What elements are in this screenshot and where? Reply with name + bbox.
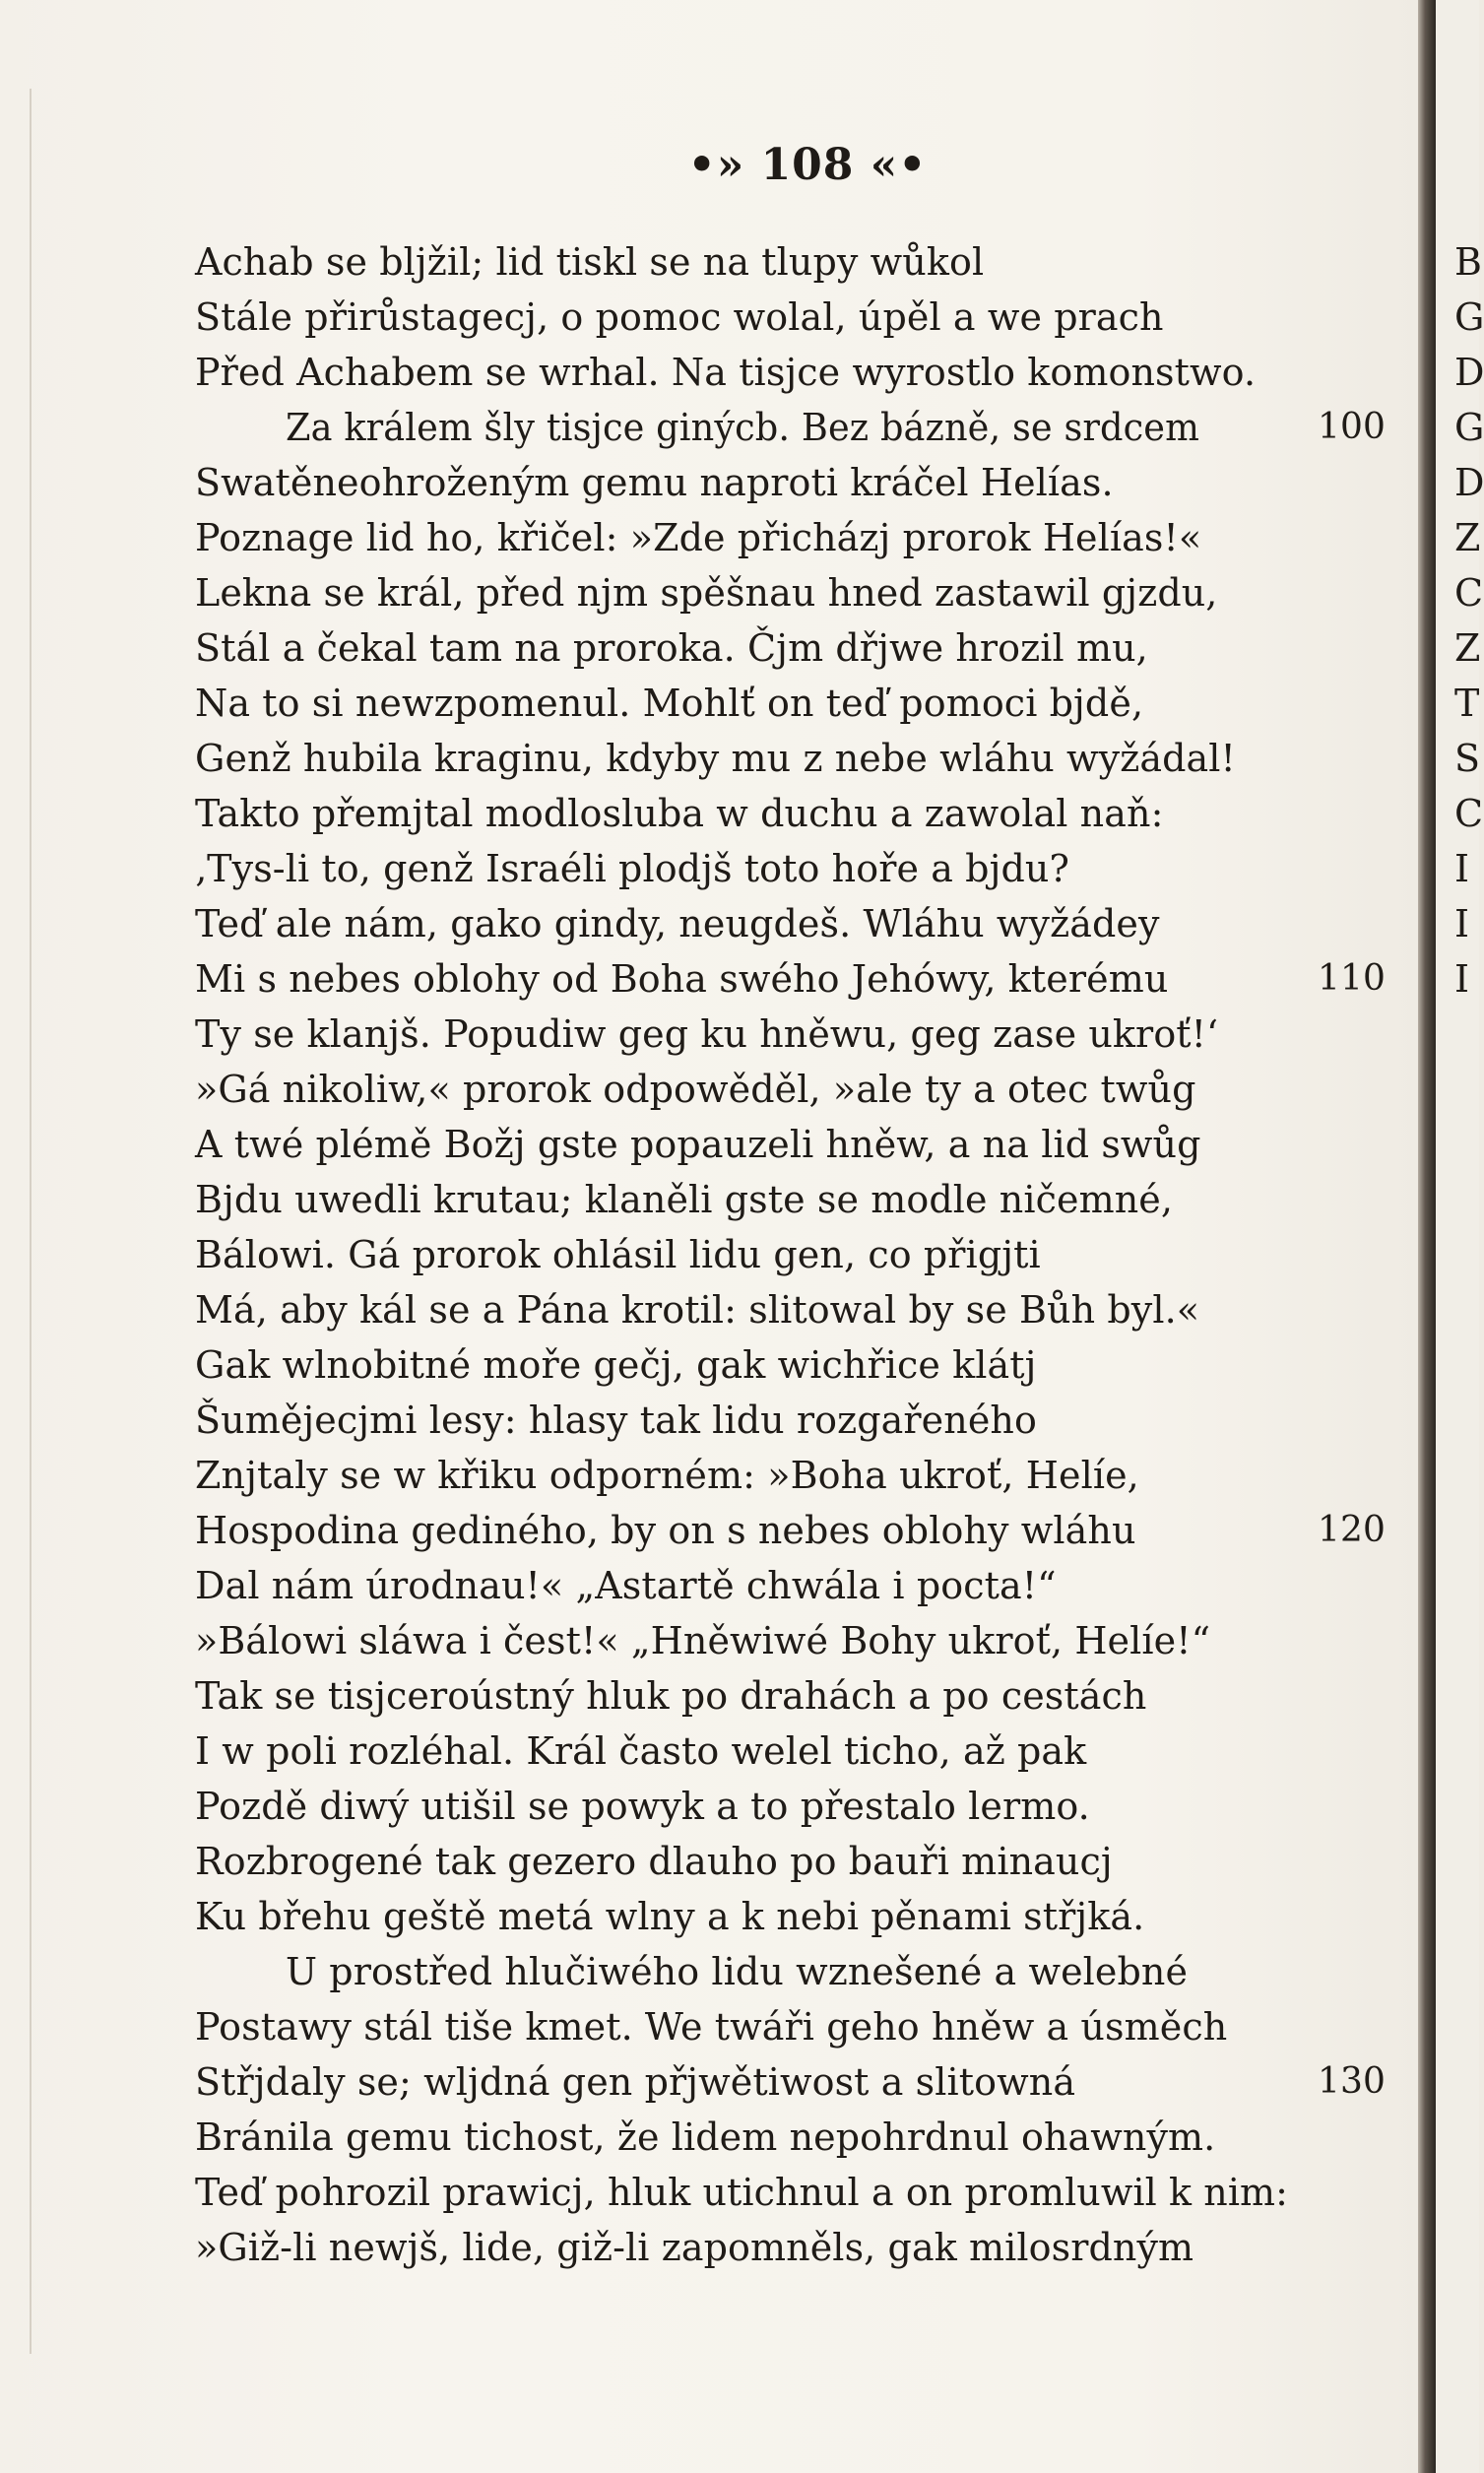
poem-line-text: Genž hubila kraginu, kdyby mu z nebe wláhu wyžádal! [195, 737, 1236, 780]
poem-line-text: Ku břehu geště metá wlny a k nebi pěnami střjká. [195, 1895, 1145, 1938]
poem-line-text: Swatěneohroženým gemu naproti kráčel Helías. [195, 461, 1114, 504]
poem-line [195, 234, 1396, 290]
page-header [650, 140, 965, 191]
poem-line [195, 1393, 1396, 1448]
adjacent-page-letter: I [1454, 847, 1470, 890]
poem-line-text: A twé plémě Božj gste popauzeli hněw, a na lid swůg [195, 1123, 1201, 1166]
poem-line-text: Achab se bljžil; lid tiskl se na tlupy wůkol [195, 240, 985, 284]
adjacent-page-letter [1454, 1062, 1479, 1117]
poem-line-text: Postawy stál tiše kmet. We twáři geho hněw a úsměch [195, 2005, 1228, 2049]
poem-line-text: Dal nám úrodnau!« „Astartě chwála i pocta!“ [195, 1564, 1057, 1607]
poem-line [195, 1337, 1396, 1393]
adjacent-page-letter: I [1454, 902, 1470, 945]
poem-line-text: Střjdaly se; wljdná gen přjwětiwost a slitowná [195, 2060, 1076, 2104]
poem-line [195, 676, 1396, 731]
adjacent-page-letter [1454, 1282, 1479, 1337]
poem-line-text: Bálowi. Gá prorok ohlásil lidu gen, co přigjti [195, 1233, 1041, 1276]
poem-line [195, 1834, 1396, 1889]
poem-line-text: Teď ale nám, gako gindy, neugdeš. Wláhu wyžádey [195, 902, 1160, 945]
poem-line [195, 1117, 1396, 1172]
poem-line [195, 345, 1396, 400]
line-number: 120 [1318, 1510, 1387, 1550]
poem-line-text: Bjdu uwedli krutau; klaněli gste se modle ničemné, [195, 1178, 1174, 1221]
adjacent-page-letter [1454, 1007, 1479, 1062]
poem-line-text: Gak wlnobitné moře gečj, gak wichřice klátj [195, 1343, 1037, 1387]
poem-line [195, 2220, 1396, 2275]
poem-line-text: Stál a čekal tam na proroka. Čjm dřjwe hrozil mu, [195, 626, 1148, 670]
poem-line [195, 2110, 1396, 2165]
poem-line-text: »Bálowi sláwa i čest!« „Hněwiwé Bohy ukroť, Helíe!“ [195, 1619, 1211, 1662]
poem-line [195, 1889, 1396, 1944]
header-decor-right: «• [870, 140, 928, 190]
adjacent-page-letter: I [1454, 957, 1470, 1001]
poem-line [195, 1448, 1396, 1503]
poem-line-text: Teď pohrozil prawicj, hluk utichnul a on promluwil k nim: [195, 2171, 1288, 2214]
adjacent-page-letter: Z [1454, 516, 1481, 559]
line-number: 110 [1318, 958, 1387, 999]
poem-line [195, 455, 1396, 510]
poem-line [195, 1558, 1396, 1613]
poem-line [195, 1613, 1396, 1668]
poem-line [195, 1062, 1396, 1117]
page-edge-rule [30, 89, 32, 2354]
poem-line-text: Znjtaly se w křiku odporném: »Boha ukroť, Helíe, [195, 1454, 1139, 1497]
adjacent-page-letter: C [1454, 571, 1484, 615]
poem-line [195, 896, 1396, 951]
poem-line [195, 731, 1396, 786]
poem-line-text: Pozdě diwý utišil se powyk a to přestalo lermo. [195, 1785, 1090, 1828]
poem-line-text: »Giž-li newjš, lide, giž-li zapomněls, gak milosrdným [195, 2226, 1194, 2269]
poem-line [195, 1724, 1396, 1779]
line-number: 100 [1318, 407, 1387, 447]
poem-line-text: Hospodina gediného, by on s nebes oblohy wláhu [195, 1509, 1136, 1552]
poem-line-text: Na to si newzpomenul. Mohlť on teď pomoci bjdě, [195, 682, 1144, 725]
adjacent-page-letter [1454, 1227, 1479, 1282]
adjacent-page-letter: C [1454, 792, 1484, 835]
poem-line [195, 2165, 1396, 2220]
adjacent-page-letter: D [1454, 461, 1484, 504]
poem-line [195, 841, 1396, 896]
adjacent-page-letter: S [1454, 737, 1481, 780]
poem-line [195, 510, 1396, 565]
adjacent-page-letter: D [1454, 351, 1484, 394]
poem-line [195, 565, 1396, 620]
poem-line [195, 951, 1396, 1007]
poem-line-text: Před Achabem se wrhal. Na tisjce wyrostlo komonstwo. [195, 351, 1257, 394]
adjacent-page-letter [1454, 1117, 1479, 1172]
header-decor-left: •» [687, 140, 745, 190]
poem-line [195, 1779, 1396, 1834]
poem-line [195, 1999, 1396, 2054]
poem-line-text: Poznage lid ho, křičel: »Zde přicházj prorok Helías!« [195, 516, 1202, 559]
poem-line-text: I w poli rozléhal. Král často welel ticho, až pak [195, 1729, 1087, 1773]
adjacent-page-letters [1454, 234, 1484, 1337]
adjacent-page-letter [1454, 1172, 1479, 1227]
poem-line [195, 1944, 1396, 1999]
adjacent-page-letter: B [1454, 240, 1482, 284]
adjacent-page-letter: G [1454, 295, 1484, 339]
book-gutter [1418, 0, 1436, 2473]
poem-line-text: Má, aby kál se a Pána krotil: slitowal by se Bůh byl.« [195, 1288, 1200, 1332]
poem-line [195, 620, 1396, 676]
poem-line-text: Šumějecjmi lesy: hlasy tak lidu rozgařeného [195, 1399, 1037, 1442]
poem-text [195, 234, 1396, 2275]
poem-line [195, 290, 1396, 345]
poem-line [195, 1503, 1396, 1558]
poem-line-text: Lekna se král, před njm spěšnau hned zastawil gjzdu, [195, 571, 1218, 615]
poem-line [195, 2054, 1396, 2110]
poem-line-text: Za králem šly tisjce ginýcb. Bez bázně, se srdcem [286, 406, 1199, 449]
poem-line [195, 1668, 1396, 1724]
poem-line [195, 1282, 1396, 1337]
poem-line-text: U prostřed hlučiwého lidu wznešené a welebné [286, 1950, 1189, 1993]
poem-line [195, 400, 1396, 455]
poem-line-text: Stále přirůstagecj, o pomoc wolal, úpěl a we prach [195, 295, 1164, 339]
adjacent-page-letter: T [1454, 682, 1480, 725]
poem-line-text: Bránila gemu tichost, že lidem nepohrdnul ohawným. [195, 2115, 1216, 2159]
poem-line-text: Mi s nebes oblohy od Boha swého Jehówy, kterému [195, 957, 1169, 1001]
poem-line-text: Tak se tisjceroústný hluk po drahách a po cestách [195, 1674, 1147, 1718]
poem-line [195, 786, 1396, 841]
poem-line-text: ‚Tys-li to, genž Israéli plodjš toto hoře a bjdu? [195, 847, 1069, 890]
poem-line-text: Ty se klanjš. Popudiw geg ku hněwu, geg zase ukroť!‘ [195, 1012, 1219, 1056]
poem-line [195, 1007, 1396, 1062]
poem-line-text: Takto přemjtal modlosluba w duchu a zawolal naň: [195, 792, 1164, 835]
page-number: 108 [760, 140, 855, 190]
poem-line-text: »Gá nikoliw,« prorok odpowěděl, »ale ty a otec twůg [195, 1068, 1196, 1111]
poem-line [195, 1172, 1396, 1227]
poem-line [195, 1227, 1396, 1282]
poem-line-text: Rozbrogené tak gezero dlauho po bauři minaucj [195, 1840, 1113, 1883]
adjacent-page-letter: Z [1454, 626, 1481, 670]
adjacent-page-letter: G [1454, 406, 1484, 449]
line-number: 130 [1318, 2061, 1387, 2102]
